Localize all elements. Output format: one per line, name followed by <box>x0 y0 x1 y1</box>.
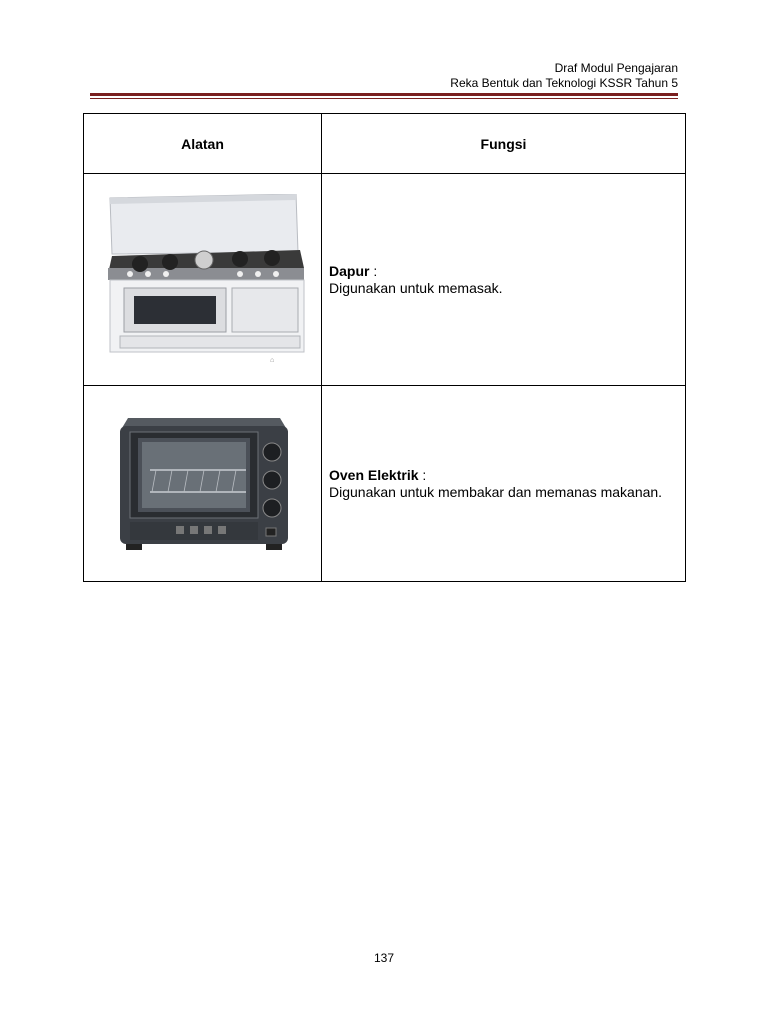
document-header <box>450 61 678 91</box>
svg-text:⌂: ⌂ <box>269 356 274 364</box>
header-rule-thin <box>90 98 678 99</box>
page-number: 137 <box>373 951 395 965</box>
tool-image-cell <box>84 386 322 582</box>
column-header-fungsi: Fungsi <box>322 114 686 174</box>
header-line-1: Draf Modul Pengajaran <box>554 61 678 75</box>
electric-oven-image <box>116 412 290 556</box>
header-line-2: Reka Bentuk dan Teknologi KSSR Tahun 5 <box>450 76 678 90</box>
tool-name: Dapur <box>329 262 370 279</box>
tools-table <box>83 113 686 582</box>
tool-name-separator: : <box>369 262 378 279</box>
tool-image-cell <box>84 174 322 386</box>
table-row <box>84 386 686 582</box>
stove-image <box>100 194 306 366</box>
tool-name-separator: : <box>418 466 427 483</box>
table-header-row <box>84 114 686 174</box>
header-rule-thick <box>90 93 678 96</box>
table-row <box>84 174 686 386</box>
tool-description: Digunakan untuk memasak. <box>329 279 503 296</box>
tool-function-cell <box>322 174 686 386</box>
tool-function-cell <box>322 386 686 582</box>
tool-name: Oven Elektrik <box>329 466 419 483</box>
column-header-alatan: Alatan <box>84 114 322 174</box>
tool-description: Digunakan untuk membakar dan memanas makanan. <box>329 483 663 500</box>
